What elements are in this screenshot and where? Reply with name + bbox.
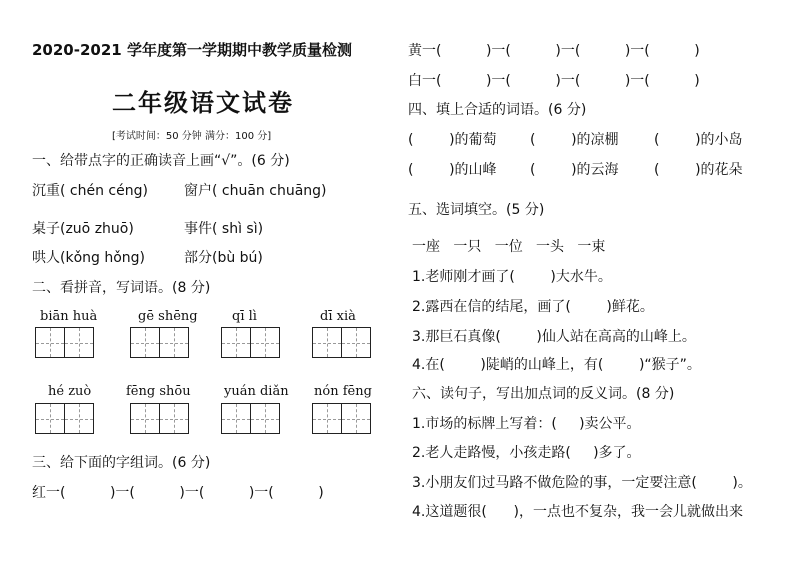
writing-grid[interactable]	[221, 327, 280, 358]
question-item: 4.这道题很( )，一点也不复杂，我一会儿就做出来	[412, 504, 743, 520]
pinyin-label: yuán diǎn	[224, 384, 289, 399]
fill-item: ( )的云海	[530, 162, 619, 178]
writing-grid[interactable]	[35, 327, 94, 358]
fill-item: ( )的小岛	[654, 132, 743, 148]
question-item: 4.在( )陡峭的山峰上，有( )“猴子”。	[412, 357, 701, 373]
word-options: 一座 一只 一位 一头 一束	[412, 239, 606, 255]
question-item: 沉重( chén céng)	[32, 183, 148, 199]
fill-item: ( )的凉棚	[530, 132, 619, 148]
writing-grid[interactable]	[312, 327, 371, 358]
question-item: 哄人(kǒng hǒng)	[32, 250, 146, 266]
exam-header: 2020-2021 学年度第一学期期中教学质量检测	[32, 41, 352, 59]
fill-item: ( )的山峰	[408, 162, 497, 178]
pinyin-label: qī lì	[232, 309, 257, 324]
pinyin-label: hé zuò	[48, 384, 92, 399]
word-building-row: 白一( )一( )一( )一( )	[408, 73, 700, 89]
section-2-heading: 二、看拼音，写词语。(8 分)	[32, 280, 211, 296]
pinyin-label: dī xià	[320, 309, 356, 324]
section-3-heading: 三、给下面的字组词。(6 分)	[32, 455, 211, 471]
pinyin-label: biān huà	[40, 309, 98, 324]
question-item: 2.露西在信的结尾，画了( )鲜花。	[412, 299, 654, 315]
question-item: 部分(bù bú)	[184, 250, 263, 266]
pinyin-label: gē shēng	[138, 309, 198, 324]
writing-grid[interactable]	[35, 403, 94, 434]
question-item: 1.市场的标牌上写着：( )卖公平。	[412, 416, 641, 432]
section-5-heading: 五、选词填空。(5 分)	[408, 202, 545, 218]
exam-meta: [考试时间：50 分钟 满分：100 分]	[112, 131, 272, 142]
page-title: 二年级语文试卷	[112, 89, 294, 117]
fill-item: ( )的葡萄	[408, 132, 497, 148]
writing-grid[interactable]	[130, 403, 189, 434]
question-item: 3.那巨石真像( )仙人站在高高的山峰上。	[412, 329, 696, 345]
question-item: 桌子(zuō zhuō)	[32, 221, 134, 237]
question-item: 3.小朋友们过马路不做危险的事，一定要注意( )。	[412, 475, 752, 491]
question-item: 1.老师刚才画了( )大水牛。	[412, 269, 612, 285]
section-6-heading: 六、读句子，写出加点词的反义词。(8 分)	[412, 386, 675, 402]
question-item: 事件( shì sì)	[184, 221, 264, 237]
pinyin-label: nón fēng	[314, 384, 372, 399]
word-building-row: 红一( )一( )一( )一( )	[32, 485, 324, 501]
writing-grid[interactable]	[312, 403, 371, 434]
writing-grid[interactable]	[221, 403, 280, 434]
word-building-row: 黄一( )一( )一( )一( )	[408, 43, 700, 59]
question-item: 窗户( chuān chuāng)	[184, 183, 327, 199]
section-1-heading: 一、给带点字的正确读音上画“√”。(6 分)	[32, 153, 290, 169]
fill-item: ( )的花朵	[654, 162, 743, 178]
question-item: 2.老人走路慢，小孩走路( )多了。	[412, 445, 641, 461]
writing-grid[interactable]	[130, 327, 189, 358]
section-4-heading: 四、填上合适的词语。(6 分)	[408, 102, 587, 118]
pinyin-label: fēng shōu	[126, 384, 191, 399]
